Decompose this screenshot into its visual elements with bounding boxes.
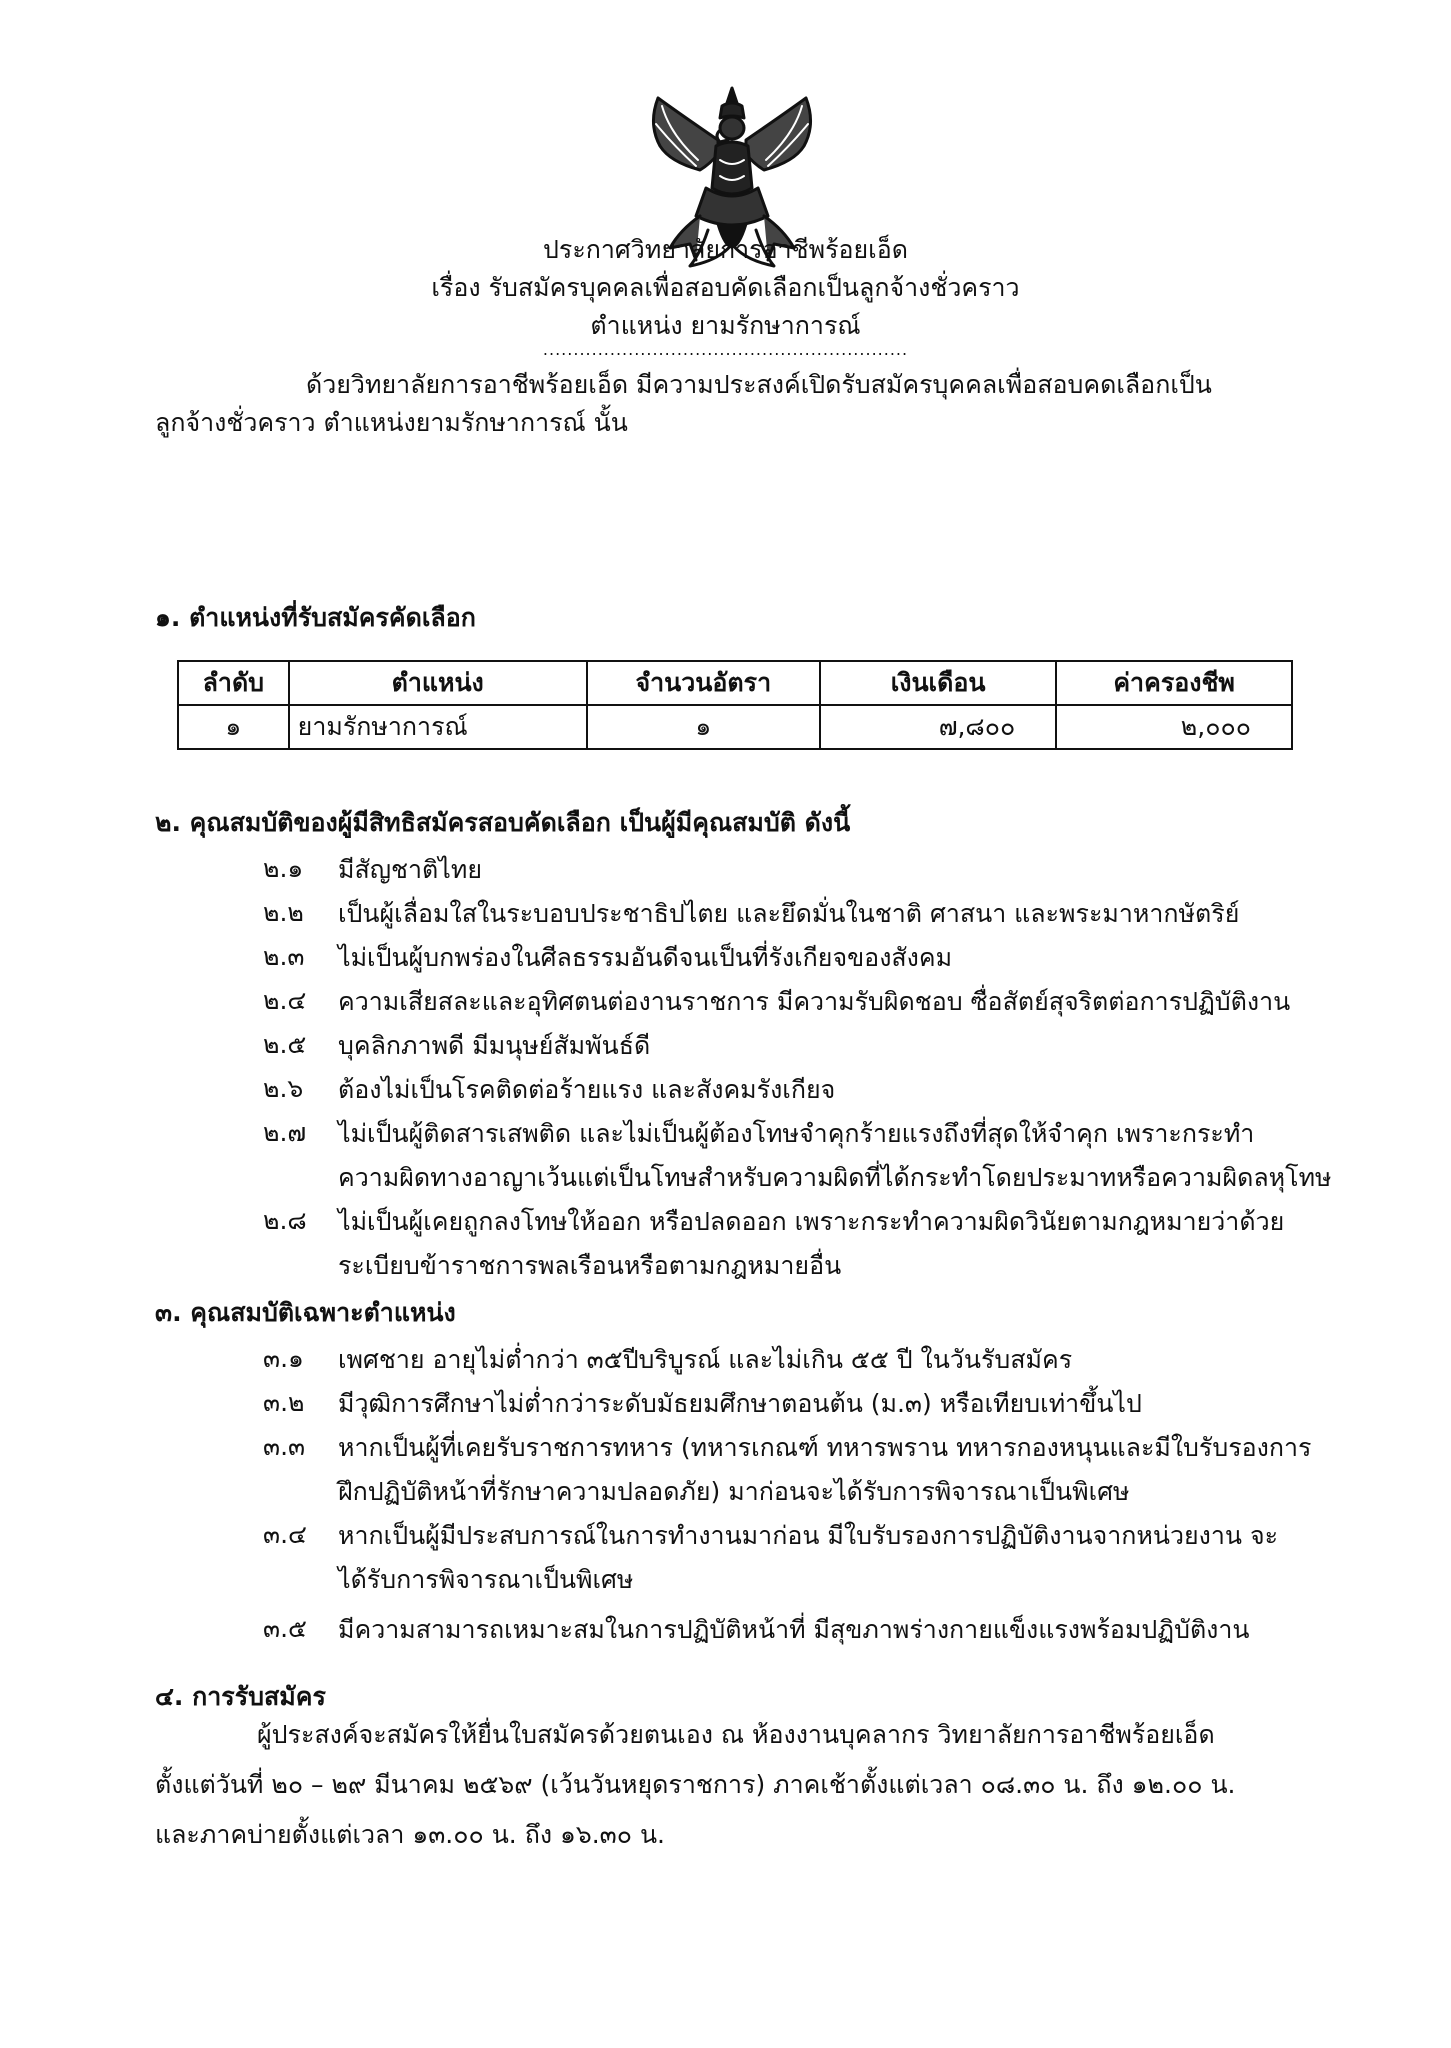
- item-text: เป็นผู้เลื่อมใสในระบอบประชาธิปไตย และยึดมั่นในชาติ ศาสนา และพระมาหากษัตริย์: [338, 899, 1240, 928]
- item-number: ๒.๔: [263, 986, 307, 1015]
- announcement-subject: เรื่อง รับสมัครบุคคลเพื่อสอบคัดเลือกเป็นลูกจ้างชั่วคราว: [431, 273, 1020, 302]
- cell-allowance: ๒,๐๐๐: [1056, 705, 1292, 749]
- item-text: หากเป็นผู้มีประสบการณ์ในการทำงานมาก่อน มีใบรับรองการปฏิบัติงานจากหน่วยงาน จะ: [338, 1521, 1279, 1550]
- item-text: ฝึกปฏิบัติหน้าที่รักษาความปลอดภัย) มาก่อนจะได้รับการพิจารณาเป็นพิเศษ: [338, 1477, 1130, 1506]
- item-text: ความผิดทางอาญาเว้นแต่เป็นโทษสำหรับความผิดที่ได้กระทำโดยประมาทหรือความผิดลหุโทษ: [338, 1163, 1332, 1192]
- item-text: มีความสามารถเหมาะสมในการปฏิบัติหน้าที่ มีสุขภาพร่างกายแข็งแรงพร้อมปฏิบัติงาน: [338, 1615, 1250, 1644]
- section-4-heading: ๔. การรับสมัคร: [155, 1682, 326, 1711]
- col-header-allowance: ค่าครองชีพ: [1056, 661, 1292, 705]
- item-number: ๒.๘: [263, 1206, 307, 1235]
- item-text: หากเป็นผู้ที่เคยรับราชการทหาร (ทหารเกณฑ์ ทหารพราน ทหารกองหนุนและมีใบรับรองการ: [338, 1433, 1312, 1462]
- item-text: ความเสียสละและอุทิศตนต่องานราชการ มีความรับผิดชอบ ซื่อสัตย์สุจริตต่อการปฏิบัติงาน: [338, 987, 1291, 1016]
- section-4-line-3: และภาคบ่ายตั้งแต่เวลา ๑๓.๐๐ น. ถึง ๑๖.๓๐ น.: [155, 1820, 665, 1849]
- item-number: ๒.๕: [263, 1030, 307, 1059]
- col-header-order: ลำดับ: [178, 661, 289, 705]
- item-number: ๒.๒: [263, 898, 304, 927]
- item-text: ไม่เป็นผู้บกพร่องในศีลธรรมอันดีจนเป็นที่รังเกียจของสังคม: [338, 943, 953, 972]
- announcement-title: ประกาศวิทยาลัยการอาชีพร้อยเอ็ด: [543, 235, 908, 264]
- item-number: ๓.๑: [263, 1344, 304, 1373]
- intro-line-1: ด้วยวิทยาลัยการอาชีพร้อยเอ็ด มีความประสงค์เปิดรับสมัครบุคคลเพื่อสอบคดเลือกเป็น: [306, 370, 1212, 399]
- item-text: ต้องไม่เป็นโรคติดต่อร้ายแรง และสังคมรังเกียจ: [338, 1075, 836, 1104]
- item-number: ๓.๕: [263, 1614, 307, 1643]
- table-header-row: [178, 661, 1292, 705]
- item-number: ๓.๒: [263, 1388, 305, 1417]
- item-text: เพศชาย อายุไม่ต่ำกว่า ๓๕ปีบริบูรณ์ และไม่เกิน ๕๕ ปี ในวันรับสมัคร: [338, 1345, 1073, 1374]
- cell-order: ๑: [178, 705, 289, 749]
- item-text: ไม่เป็นผู้ติดสารเสพติด และไม่เป็นผู้ต้องโทษจำคุกร้ายแรงถึงที่สุดให้จำคุก เพราะกระทำ: [338, 1119, 1255, 1148]
- col-header-position: ตำแหน่ง: [289, 661, 587, 705]
- table-row: [178, 705, 1292, 749]
- item-text: มีสัญชาติไทย: [338, 855, 482, 884]
- col-header-salary: เงินเดือน: [820, 661, 1056, 705]
- item-number: ๓.๓: [263, 1432, 306, 1461]
- cell-salary: ๗,๘๐๐: [820, 705, 1056, 749]
- divider-dots: ............................................................: [542, 340, 909, 359]
- item-text: ไม่เป็นผู้เคยถูกลงโทษให้ออก หรือปลดออก เพราะกระทำความผิดวินัยตามกฎหมายว่าด้วย: [338, 1207, 1285, 1236]
- item-text: ระเบียบข้าราชการพลเรือนหรือตามกฎหมายอื่น: [338, 1251, 842, 1280]
- intro-line-2: ลูกจ้างชั่วคราว ตำแหน่งยามรักษาการณ์ นั้น: [155, 408, 628, 437]
- announcement-position: ตำแหน่ง ยามรักษาการณ์: [590, 311, 861, 340]
- section-1-heading: ๑. ตำแหน่งที่รับสมัครคัดเลือก: [155, 603, 476, 632]
- cell-position: ยามรักษาการณ์: [289, 705, 587, 749]
- item-number: ๓.๔: [263, 1520, 307, 1549]
- item-number: ๒.๓: [263, 942, 305, 971]
- section-4-line-1: ผู้ประสงค์จะสมัครให้ยื่นใบสมัครด้วยตนเอง ณ ห้องงานบุคลากร วิทยาลัยการอาชีพร้อยเอ็ด: [257, 1720, 1215, 1749]
- item-number: ๒.๖: [263, 1074, 304, 1103]
- item-number: ๒.๑: [263, 854, 304, 883]
- section-3-heading: ๓. คุณสมบัติเฉพาะตำแหน่ง: [155, 1298, 456, 1327]
- item-text: บุคลิกภาพดี มีมนุษย์สัมพันธ์ดี: [338, 1031, 651, 1060]
- col-header-count: จำนวนอัตรา: [587, 661, 820, 705]
- item-number: ๒.๗: [263, 1118, 307, 1147]
- item-text: ได้รับการพิจารณาเป็นพิเศษ: [338, 1565, 634, 1594]
- section-2-heading: ๒. คุณสมบัติของผู้มีสิทธิสมัครสอบคัดเลือก เป็นผู้มีคุณสมบัติ ดังนี้: [155, 808, 851, 837]
- item-text: มีวุฒิการศึกษาไม่ต่ำกว่าระดับมัธยมศึกษาตอนต้น (ม.๓) หรือเทียบเท่าขึ้นไป: [338, 1389, 1142, 1418]
- positions-table: [177, 660, 1293, 750]
- cell-count: ๑: [587, 705, 820, 749]
- section-4-line-2: ตั้งแต่วันที่ ๒๐ – ๒๙ มีนาคม ๒๕๖๙ (เว้นวันหยุดราชการ) ภาคเช้าตั้งแต่เวลา ๐๘.๓๐ น. ถึง ๑๒.๐๐ น.: [155, 1770, 1236, 1799]
